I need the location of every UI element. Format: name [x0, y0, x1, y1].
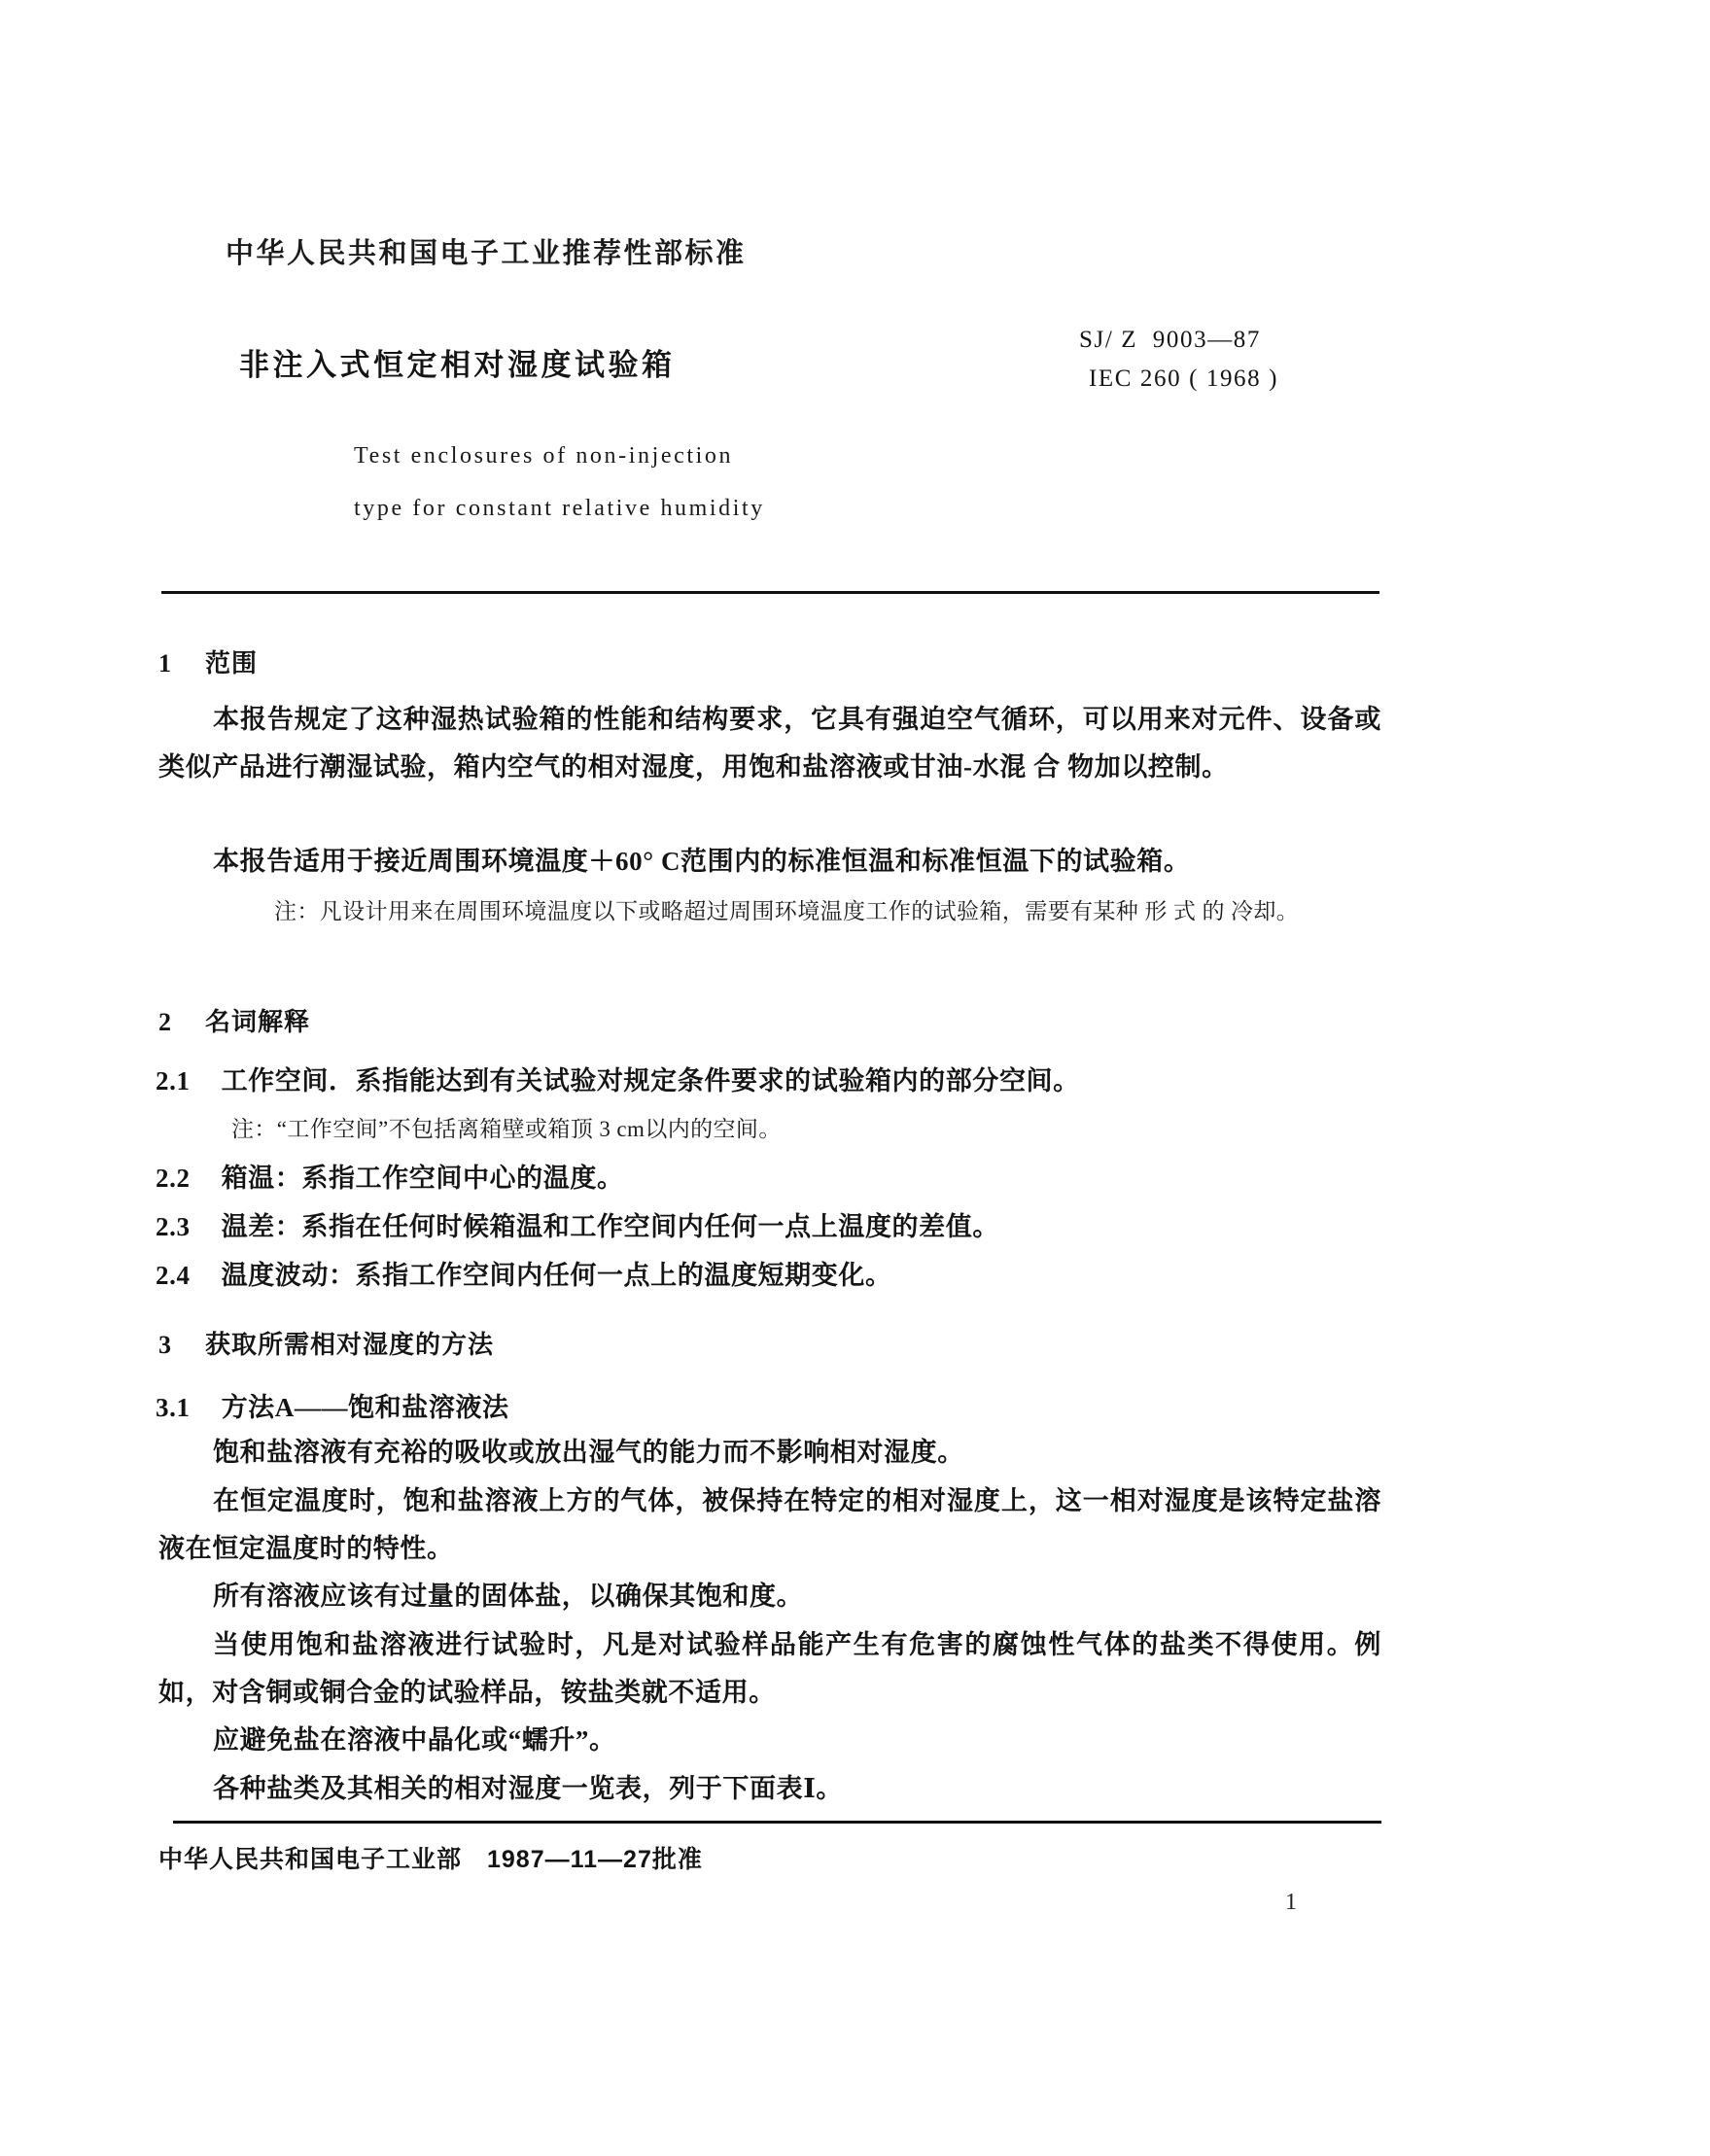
section-3-paragraph-2: 在恒定温度时，饱和盐溶液上方的气体，被保持在特定的相对湿度上，这一相对湿度是该特定盐溶液在恒定温度时的特性。	[158, 1486, 1381, 1563]
section-3-paragraph-6: 各种盐类及其相关的相对湿度一览表，列于下面表Ⅰ。	[213, 1774, 844, 1803]
clause-2-3-number: 2.3	[156, 1212, 191, 1241]
section-2-number: 2	[158, 1008, 172, 1036]
clause-3-1-number: 3.1	[156, 1393, 191, 1422]
clause-2-1-number: 2.1	[156, 1066, 191, 1095]
header-divider-rule	[161, 591, 1379, 594]
clause-2-1	[156, 1058, 1080, 1105]
section-1-title: 范围	[205, 648, 259, 678]
page-number: 1	[1285, 1890, 1297, 1915]
iec-reference: IEC 260 ( 1968 )	[1089, 365, 1279, 392]
section-2-heading	[158, 1002, 310, 1038]
section-3-paragraph-3: 所有溶液应该有过量的固体盐，以确保其饱和度。	[213, 1582, 804, 1611]
section-1-heading	[158, 643, 258, 679]
section-3-paragraph-1: 饱和盐溶液有充裕的吸收或放出湿气的能力而不影响相对湿度。	[213, 1438, 964, 1467]
section-3-paragraph-4: 当使用饱和盐溶液进行试验时，凡是对试验样品能产生有危害的腐蚀性气体的盐类不得使用。例如，对含铜或铜合金的试验样品，铵盐类就不适用。	[158, 1630, 1381, 1707]
section-3-paragraph-5: 应避免盐在溶液中晶化或“蠕升”。	[213, 1725, 616, 1755]
section-1-paragraph-1: 本报告规定了这种湿热试验箱的性能和结构要求，它具有强迫空气循环，可以用来对元件、设备或类似产品进行潮湿试验，箱内空气的相对湿度，用饱和盐溶液或甘油-水混 合 物加以控制。	[158, 705, 1381, 782]
clause-3-1	[156, 1384, 509, 1432]
clause-2-3	[156, 1203, 999, 1251]
clause-2-2-number: 2.2	[156, 1164, 191, 1193]
clause-2-2-text: 箱温：系指工作空间中心的温度。	[221, 1164, 624, 1193]
standard-number-block	[1079, 321, 1278, 399]
organization-title: 中华人民共和国电子工业推荐性部标准	[226, 238, 747, 269]
english-title-line-2: type for constant relative humidity	[354, 496, 765, 521]
clause-2-1-text: 工作空间．系指能达到有关试验对规定条件要求的试验箱内的部分空间。	[221, 1066, 1080, 1095]
section-1-note: 注：凡设计用来在周围环境温度以下或略超过周围环境温度工作的试验箱，需要有某种 形 式 的 冷却。	[274, 899, 1300, 923]
page-title: 非注入式恒定相对湿度试验箱	[239, 348, 676, 382]
section-3-heading	[158, 1325, 494, 1361]
clause-2-4	[156, 1252, 892, 1300]
english-title-line-1: Test enclosures of non-injection	[354, 443, 734, 469]
section-1-number: 1	[158, 649, 172, 678]
clause-2-2	[156, 1155, 624, 1202]
clause-2-1-note: 注：“工作空间”不包括离箱壁或箱顶 3 cm以内的空间。	[231, 1117, 782, 1141]
section-1-paragraph-2: 本报告适用于接近周围环境温度＋60° C范围内的标准恒温和标准恒温下的试验箱。	[213, 847, 1191, 876]
section-2-title: 名词解释	[205, 1007, 311, 1036]
clause-3-1-title: 方法A——饱和盐溶液法	[221, 1393, 509, 1422]
clause-2-4-text: 温度波动：系指工作空间内任何一点上的温度短期变化。	[221, 1261, 892, 1290]
english-title	[354, 430, 765, 535]
clause-2-4-number: 2.4	[156, 1261, 191, 1290]
standard-number: SJ/ Z 9003—87	[1079, 327, 1261, 353]
clause-2-3-text: 温差：系指在任何时候箱温和工作空间内任何一点上温度的差值。	[221, 1212, 999, 1241]
footer-divider-rule	[173, 1821, 1381, 1824]
approval-footer: 中华人民共和国电子工业部 1987—11—27批准	[158, 1846, 703, 1873]
section-3-title: 获取所需相对湿度的方法	[205, 1330, 495, 1359]
section-3-number: 3	[158, 1331, 172, 1359]
